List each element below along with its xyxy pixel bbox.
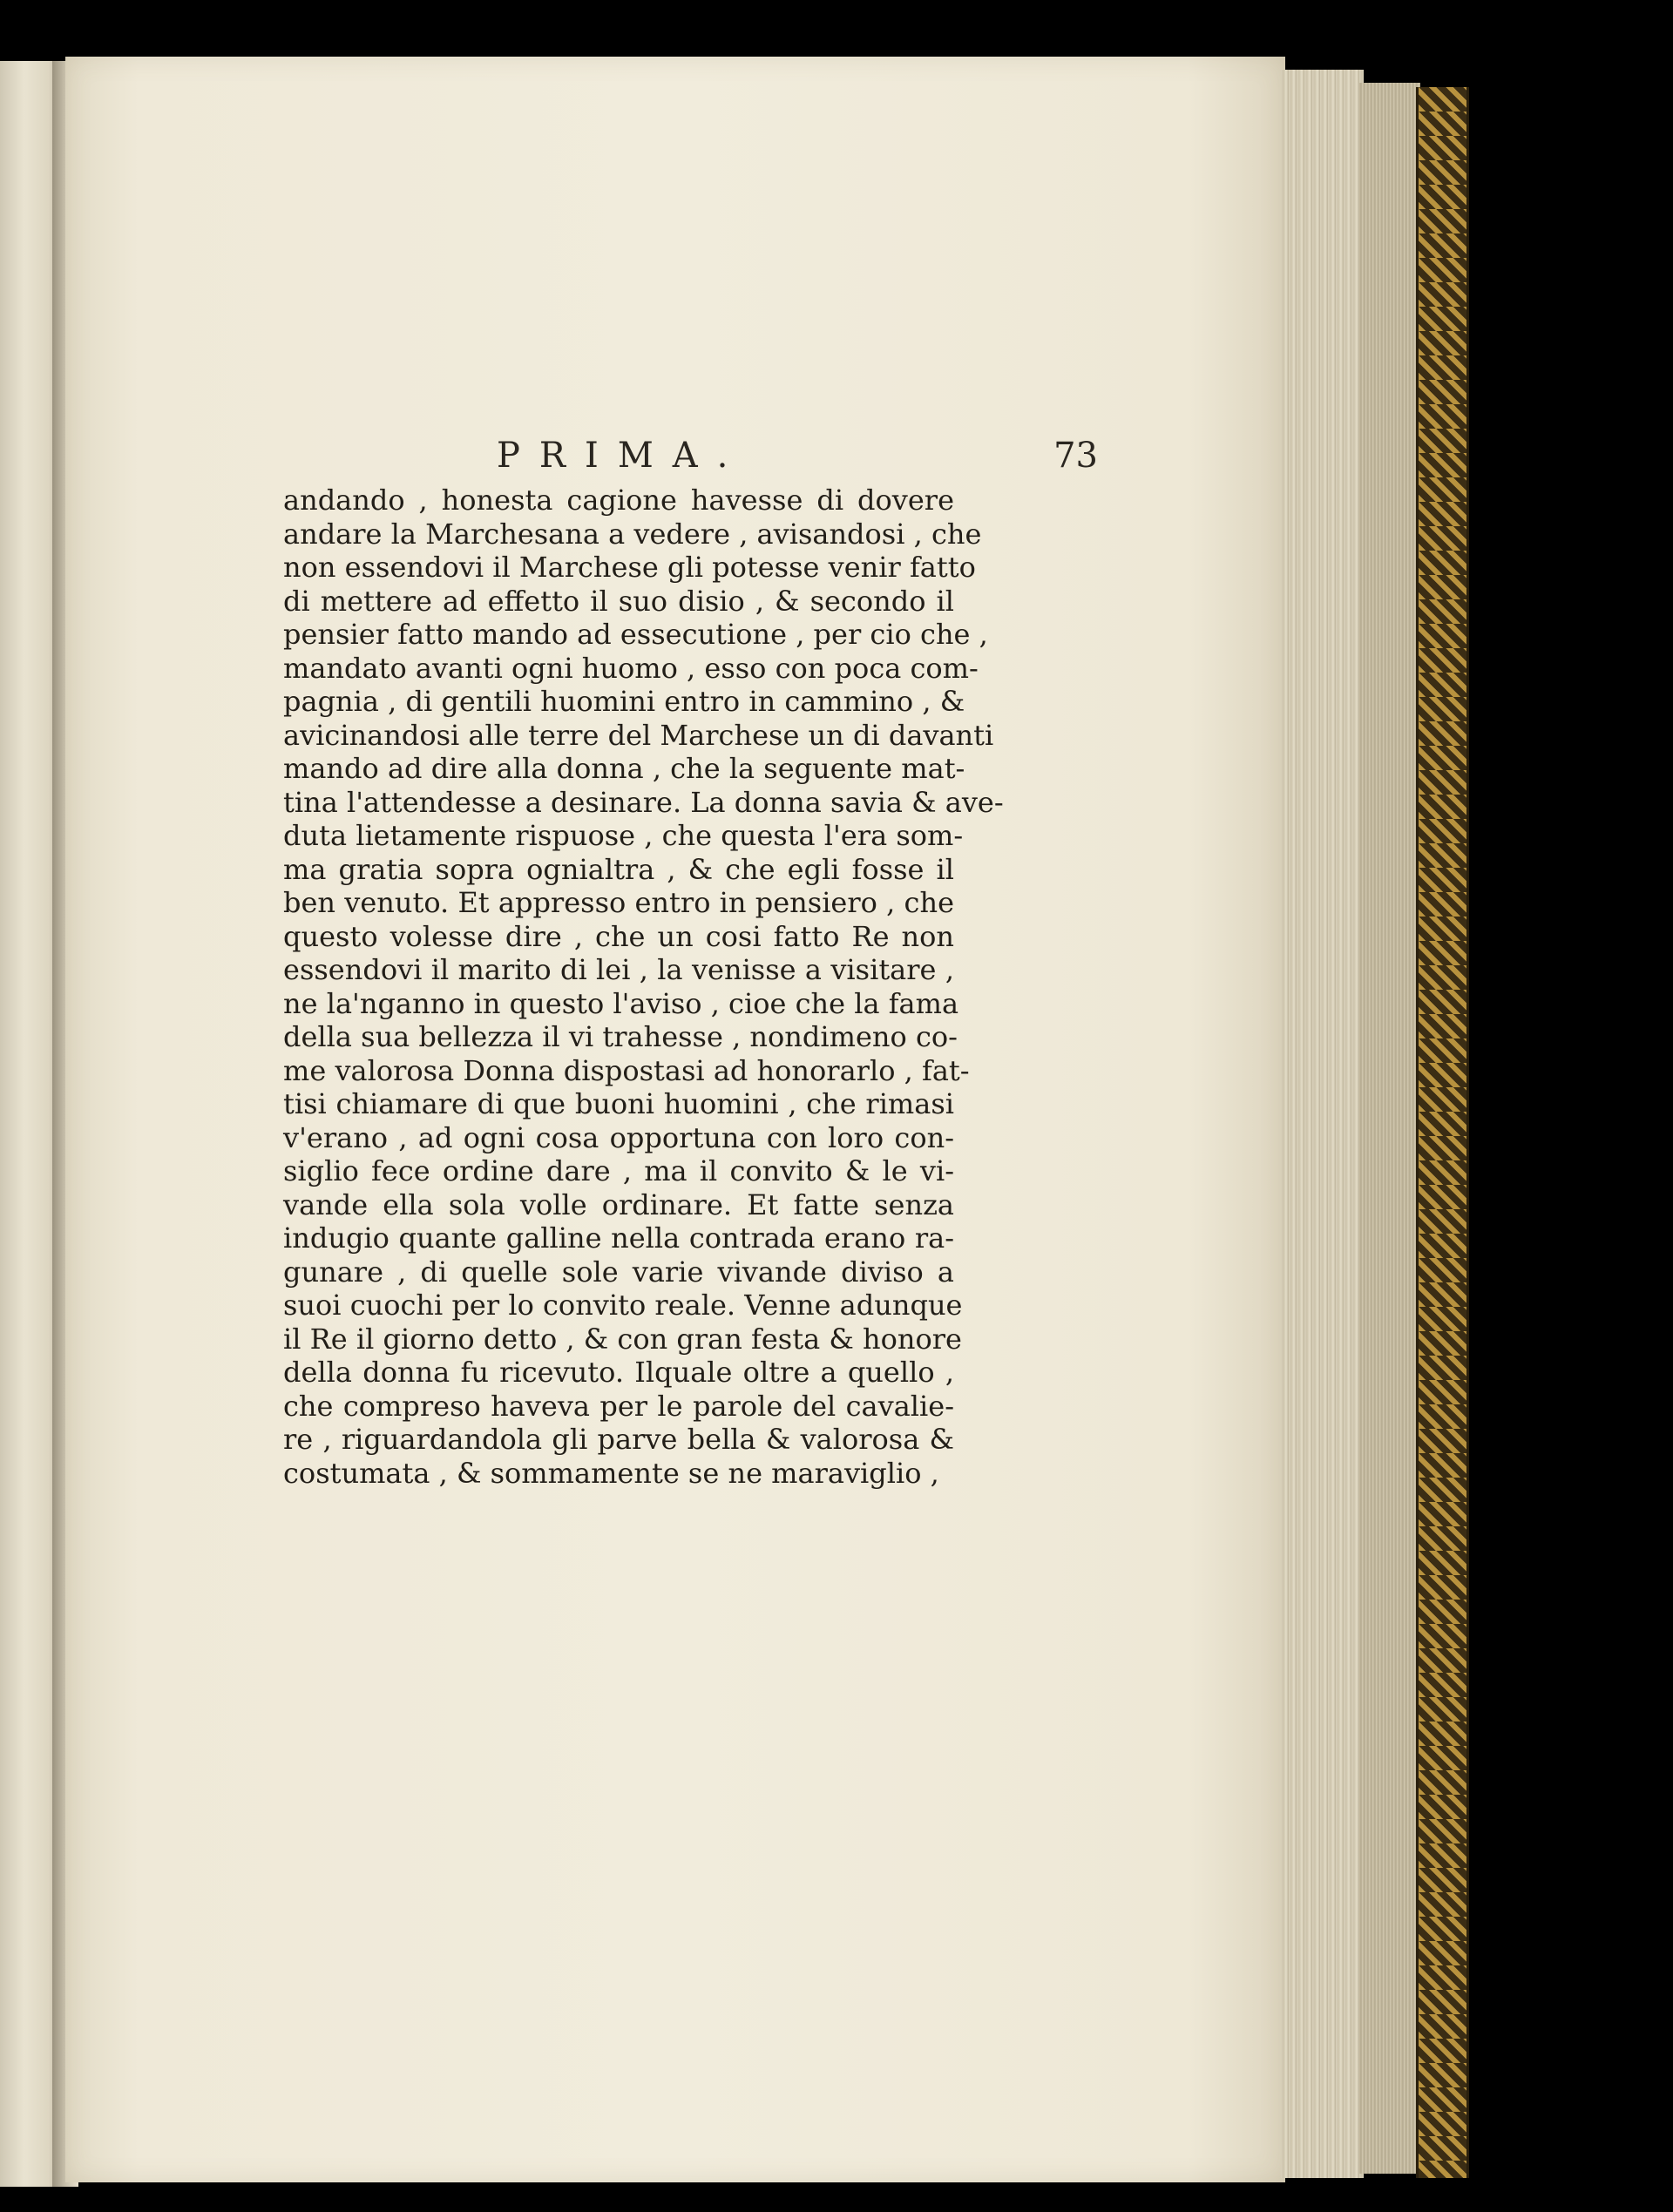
text-line: siglio fece ordine dare , ma il convito & le vi- <box>283 1154 954 1187</box>
text-line: tisi chiamare di que buoni huomini , che rimasi <box>283 1087 954 1120</box>
text-line: mando ad dire alla donna , che la seguente mat- <box>283 752 965 785</box>
text-line: non essendovi il Marchese gli potesse venir fatto <box>283 551 976 584</box>
gilded-binding-edge <box>1416 87 1469 2178</box>
text-line: indugio quante galline nella contrada erano ra- <box>283 1221 954 1255</box>
running-head: PRIMA. <box>497 436 748 476</box>
text-line: della sua bellezza il vi trahesse , nondimeno co- <box>283 1020 958 1053</box>
text-line: me valorosa Donna dispostasi ad honorarlo , fat- <box>283 1053 970 1087</box>
text-line: v'erano , ad ogni cosa opportuna con loro con- <box>283 1120 954 1154</box>
body-text <box>283 484 1004 1490</box>
page-header <box>497 436 1098 488</box>
text-line: di mettere ad effetto il suo disio , & secondo il <box>283 584 954 618</box>
text-line: il Re il giorno detto , & con gran festa & honore <box>283 1322 962 1356</box>
text-line: che compreso haveva per le parole del cavalie- <box>283 1389 954 1423</box>
text-line: della donna fu ricevuto. Ilquale oltre a quello , <box>283 1356 954 1389</box>
text-line: vande ella sola volle ordinare. Et fatte senza <box>283 1187 954 1221</box>
text-line: andando , honesta cagione havesse di dovere <box>283 484 954 517</box>
text-line: duta lietamente rispuose , che questa l'era som- <box>283 819 964 852</box>
text-line: avicinandosi alle terre del Marchese un di davanti <box>283 718 994 752</box>
text-line: suoi cuochi per lo convito reale. Venne adunque <box>283 1289 963 1322</box>
text-line: essendovi il marito di lei , la venisse a visitare , <box>283 953 954 986</box>
text-line: gunare , di quelle sole varie vivande diviso a <box>283 1255 954 1289</box>
leaf-edges <box>1281 70 1364 2178</box>
fore-edge <box>1359 83 1420 2174</box>
text-line: pagnia , di gentili huomini entro in cammino , & <box>283 685 965 718</box>
text-line: pensier fatto mando ad essecutione , per cio che , <box>283 618 988 651</box>
text-line: re , riguardandola gli parve bella & valorosa & <box>283 1423 954 1456</box>
text-line: tina l'attendesse a desinare. La donna savia & ave- <box>283 785 1004 819</box>
text-line: costumata , & sommamente se ne maraviglio , <box>283 1456 939 1490</box>
page-number: 73 <box>1053 436 1098 476</box>
text-line: mandato avanti ogni huomo , esso con poca com- <box>283 651 979 685</box>
text-line: ma gratia sopra ognialtra , & che egli fosse il <box>283 852 954 886</box>
text-line: ne la'nganno in questo l'aviso , cioe che la fama <box>283 986 959 1020</box>
text-line: ben venuto. Et appresso entro in pensiero , che <box>283 886 954 919</box>
text-line: andare la Marchesana a vedere , avisandosi , che <box>283 517 982 551</box>
text-line: questo volesse dire , che un cosi fatto Re non <box>283 919 954 953</box>
